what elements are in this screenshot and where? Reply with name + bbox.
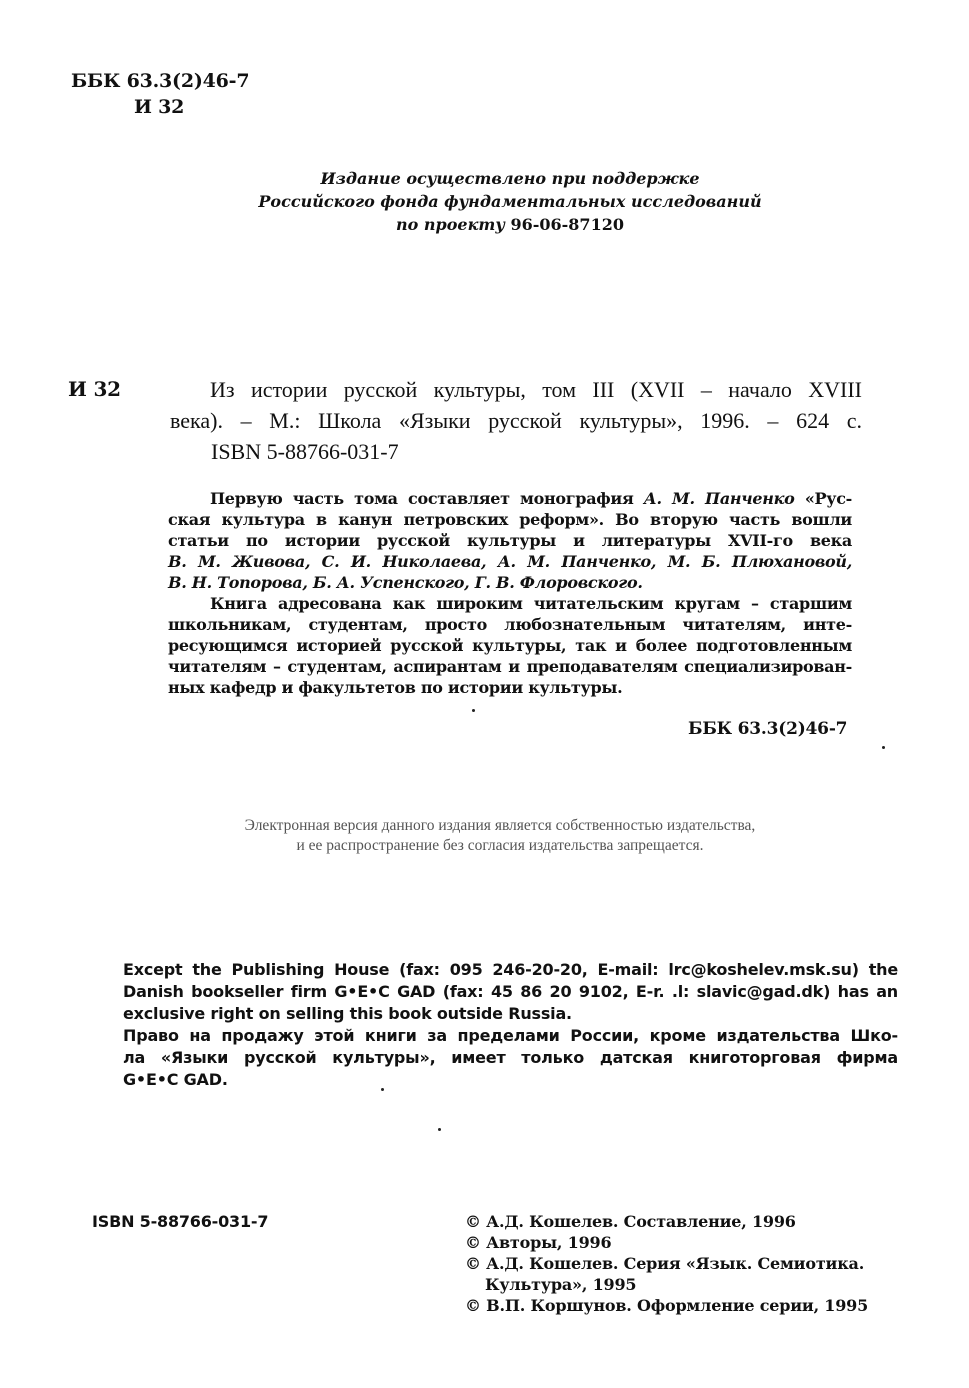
rights-en-line-3: exclusive right on selling this book outside Russia.	[123, 1004, 572, 1023]
catalog-title	[170, 374, 862, 436]
scan-speck	[438, 1128, 441, 1131]
rights-notice	[123, 959, 898, 1091]
annotation-p1-line-5: В. Н. Топорова, Б. А. Успенского, Г. В. Флоровского.	[168, 573, 643, 592]
support-line-2: Российского фонда фундаментальных исследований	[258, 192, 762, 211]
annotation-p2-line-3: ресующимся историей русской культуры, так и более подготовленным	[168, 636, 852, 655]
rights-en-line-1: Except the Publishing House (fax: 095 246-20-20, E-mail: lrc@koshelev.msk.su) the	[123, 960, 898, 979]
rights-ru-line-2: ла «Языки русской культуры», имеет только датская книготорговая фирма	[123, 1048, 898, 1067]
copyright-line: Культура», 1995	[485, 1275, 637, 1294]
catalog-mark: И 32	[68, 377, 121, 401]
scan-speck	[381, 1088, 384, 1091]
annotation-p1-line-2: ская культура в канун петровских реформ». Во вторую часть вошли	[168, 510, 852, 529]
electronic-notice-line-2: и ее распространение без согласия издательства запрещается.	[296, 837, 704, 854]
support-note	[200, 167, 820, 236]
support-prefix: по проекту	[396, 215, 505, 234]
electronic-notice-line-1: Электронная версия данного издания является собственностью издательства,	[244, 817, 756, 834]
bbk-code-bottom: ББК 63.3(2)46-7	[688, 719, 848, 739]
catalog-isbn: ISBN 5-88766-031-7	[211, 439, 399, 464]
copyright-line: © В.П. Коршунов. Оформление серии, 1995	[465, 1296, 869, 1315]
annotation-p1-line-3: статьи по истории русской культуры и литературы XVII-го века	[168, 531, 852, 550]
copyright-block	[465, 1211, 868, 1316]
annotation-p2-line-1: Книга адресована как широким читательским кругам – старшим	[210, 594, 852, 613]
copyright-line: © А.Д. Кошелев. Серия «Язык. Семиотика.	[465, 1254, 865, 1273]
copyright-line: © А.Д. Кошелев. Составление, 1996	[465, 1212, 796, 1231]
annotation-p1-line-4: В. М. Живова, С. И. Николаева, А. М. Панченко, М. Б. Плюхановой,	[168, 552, 852, 571]
bbk-code-top: ББК 63.3(2)46-7	[71, 70, 250, 92]
annotation-text: Первую часть тома составляет монография	[210, 489, 644, 508]
annotation-p1-line-1	[168, 488, 852, 509]
rights-ru-line-3: G•E•C GAD.	[123, 1070, 228, 1089]
author-mark-top: И 32	[134, 96, 185, 118]
annotation-p2-line-5: ных кафедр и факультетов по истории культуры.	[168, 678, 623, 697]
annotation	[168, 488, 852, 698]
support-line-3	[200, 213, 820, 236]
copyright-line: © Авторы, 1996	[465, 1233, 612, 1252]
title-line-2: века). – М.: Школа «Языки русской культуры», 1996. – 624 с.	[170, 408, 862, 433]
project-number: 96-06-87120	[510, 215, 624, 234]
title-line-1: Из истории русской культуры, том III (XVII – начало XVIII	[210, 377, 862, 402]
footer-isbn: ISBN 5-88766-031-7	[92, 1212, 269, 1231]
annotation-p2-line-4: читателям – студентам, аспирантам и преподавателям специализирован-	[168, 657, 852, 676]
annotation-text: «Рус-	[794, 489, 852, 508]
rights-ru-line-1: Право на продажу этой книги за пределами России, кроме издательства Шко-	[123, 1026, 898, 1045]
electronic-notice	[120, 816, 880, 856]
annotation-p2-line-2: школьникам, студентам, просто любознательным читателям, инте-	[168, 615, 852, 634]
author-name: А. М. Панченко	[643, 489, 795, 508]
support-line-1: Издание осуществлено при поддержке	[320, 169, 700, 188]
rights-en-line-2: Danish bookseller firm G•E•C GAD (fax: 45 86 20 9102, E-r. .l: slavic@gad.dk) has an	[123, 982, 898, 1001]
scan-speck	[882, 746, 885, 749]
scan-speck	[472, 709, 475, 712]
